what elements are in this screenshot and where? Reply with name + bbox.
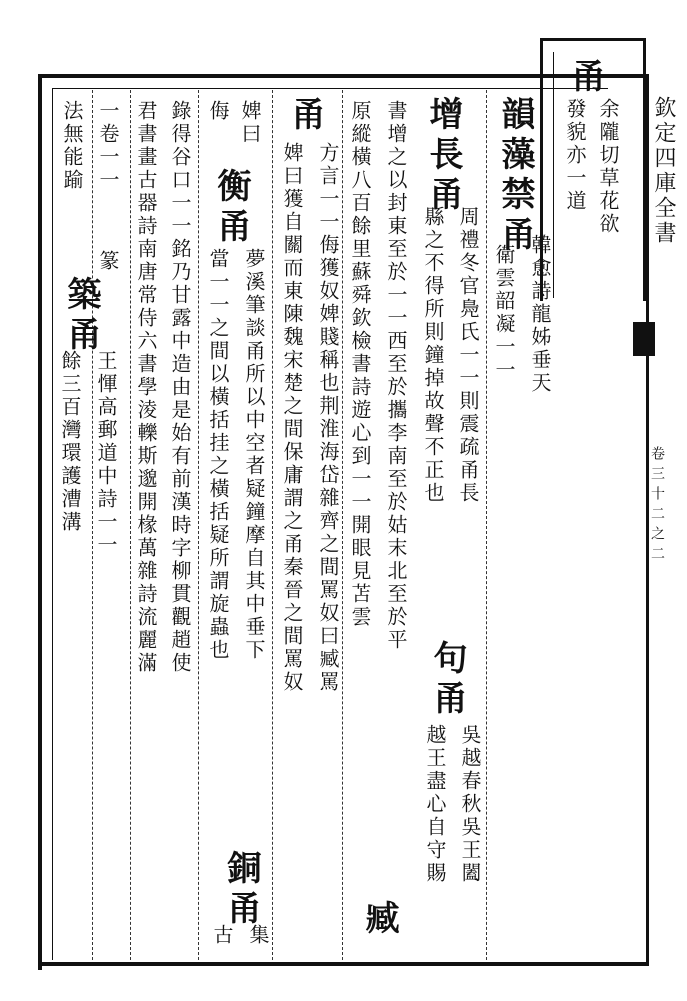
entry-c8-right: 集 — [246, 924, 270, 947]
entry-heading-zhuyong: 築甬 — [61, 276, 101, 356]
entry-c9: 錄得谷口一一銘乃甘露中造由是始有前漢時字柳貫觀趙使 — [168, 100, 192, 675]
col-sep-3 — [272, 90, 273, 960]
entry-heading-hengyong: 衡甬 — [211, 168, 251, 248]
col-sep-1 — [486, 90, 487, 960]
entry-c7-right: 夢溪筆談甬所以中空者疑鐘摩自其中垂下 — [242, 248, 266, 662]
entry-c10: 君書畫古器詩南唐常侍六書學淩轢斯邈開椽萬雜詩流麗滿 — [134, 100, 158, 675]
entry-c7-top: 婢曰 — [238, 100, 262, 146]
tab-panel-inner-line — [553, 52, 554, 298]
book-title: 欽定四庫全書 — [651, 96, 676, 246]
tab-heading: 甬 — [565, 58, 605, 98]
entry-heading-tongyong: 銅甬 — [221, 850, 261, 930]
col-sep-6 — [92, 90, 93, 960]
entry-heading-zang: 臧 — [359, 900, 399, 940]
entry-c11-left: 餘三百灣環護漕溝 — [58, 350, 82, 534]
header-black-block — [633, 322, 655, 356]
frame-left-line — [38, 74, 42, 970]
entry-heading-yong: 甬 — [285, 96, 325, 136]
entry-c12: 法無能踰 — [60, 100, 84, 192]
entry-heading-gouyong: 句甬 — [427, 640, 467, 720]
entry-c6-left: 婢曰獲自關而東陳魏宋楚之間保庸謂之甬秦晉之間罵奴 — [280, 142, 304, 694]
entry-c4: 書增之以封東至於一一西至於攜李南至於姑末北至於平 — [384, 100, 408, 652]
entry-c11-mid: 篆 — [96, 250, 120, 273]
frame-left-thin-line — [52, 88, 53, 960]
entry-c11-right: 王惲高郵道中詩一一 — [94, 350, 118, 557]
tab-col1: 余隴切草花欲 — [596, 98, 620, 236]
volume-label: 卷三十二之二 — [649, 446, 665, 566]
col-sep-4 — [198, 90, 199, 960]
entry-heading-yunzao: 韻藻禁甬 — [495, 96, 535, 256]
entry-c8-top: 侮 — [206, 100, 230, 123]
entry-c1-left: 衛雲韶凝一一 — [492, 244, 516, 382]
entry-c11-top: 一卷一一 — [96, 100, 120, 192]
entry-c7-left: 當一一之間以橫括挂之橫括疑所謂旋蟲也 — [206, 248, 230, 662]
entry-heading-zengchang: 增長甬 — [423, 96, 463, 216]
col-sep-5 — [130, 90, 131, 960]
entry-c3-left: 越王盡心自守賜 — [423, 724, 447, 885]
tab-col2: 發貌亦一道 — [563, 98, 587, 213]
frame-inner-top-line — [52, 88, 608, 89]
entry-c2-left: 縣之不得所則鐘掉故聲不正也 — [421, 206, 445, 505]
entry-c8-left: 古 — [210, 924, 234, 947]
col-sep-2 — [342, 90, 343, 960]
frame-bottom-line — [38, 962, 646, 966]
entry-c2-right: 周禮冬官鳧氏一一則震疏甬長 — [456, 206, 480, 505]
entry-c1-right: 韓愈詩龍姊垂天 — [528, 234, 552, 395]
entry-c3-right: 吳越春秋吳王闔 — [458, 724, 482, 885]
entry-c5: 原縱橫八百餘里蘇舜欽檢書詩遊心到一一開眼見苫雲 — [348, 100, 372, 629]
entry-c6-right: 方言一一侮獲奴婢賤稱也荆淮海岱雜齊之間罵奴曰臧罵 — [316, 142, 340, 694]
